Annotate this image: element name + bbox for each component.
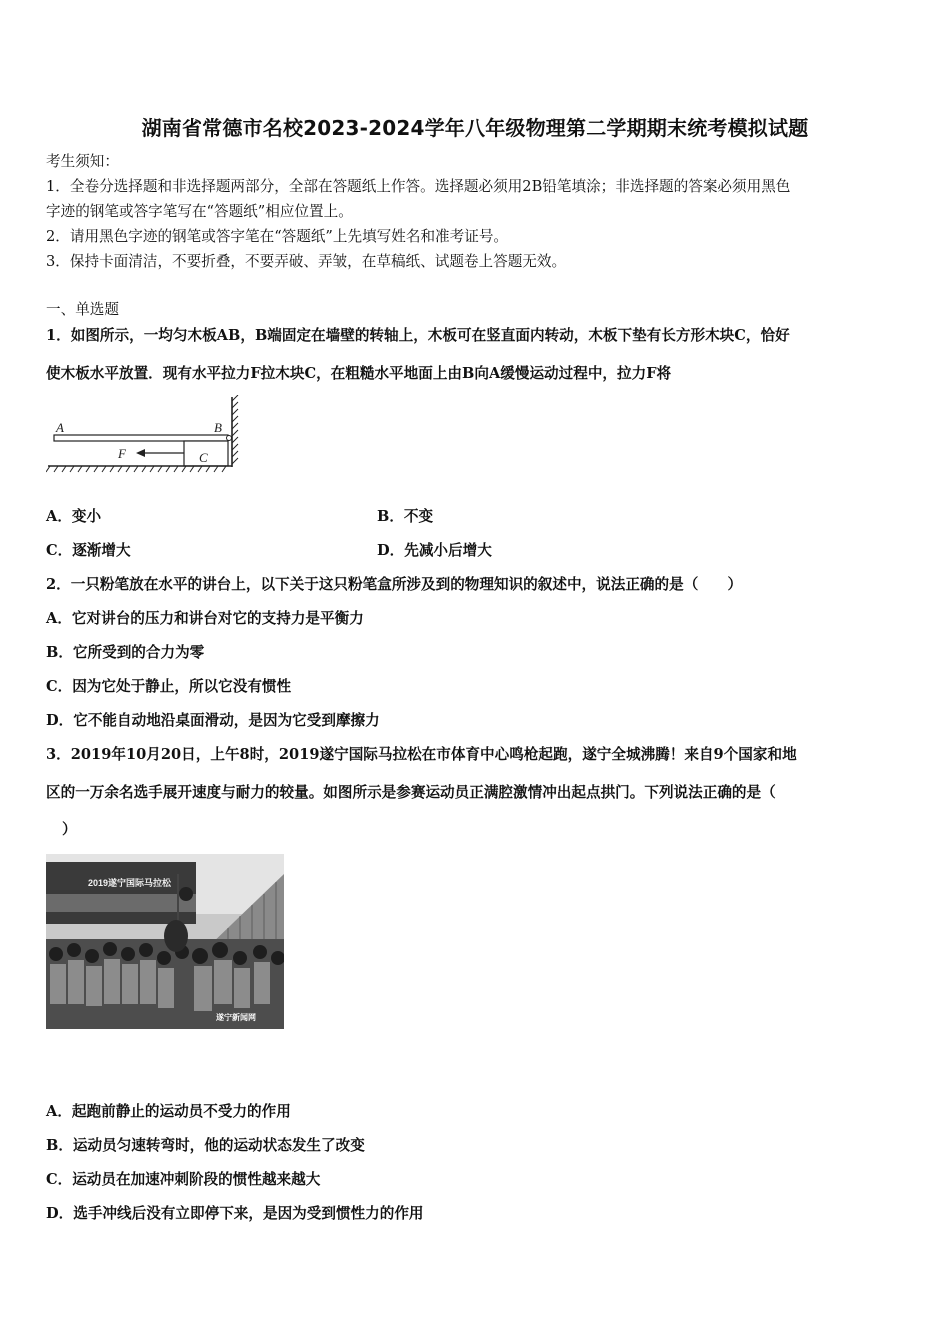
notice-item-3: 3．保持卡面清洁，不要折叠，不要弄破、弄皱，在草稿纸、试题卷上答题无效。 xyxy=(46,253,567,270)
q2-option-b: B．它所受到的合力为零 xyxy=(46,644,205,661)
q1-option-c: C．逐渐增大 xyxy=(46,542,131,559)
q1-stem-line-1: 1．如图所示，一均匀木板AB，B端固定在墙壁的转轴上，木板可在竖直面内转动，木板下垫有长方形木块C，恰好 xyxy=(46,327,790,344)
q3-option-c: C．运动员在加速冲刺阶段的惯性越来越大 xyxy=(46,1171,321,1188)
q2-option-c: C．因为它处于静止，所以它没有惯性 xyxy=(46,678,292,695)
notice-item-1-line-2: 字迹的钢笔或答字笔写在“答题纸”相应位置上。 xyxy=(46,203,353,220)
wall-hatch xyxy=(232,395,238,464)
section-heading: 一、单选题 xyxy=(46,301,119,318)
page-title: 湖南省常德市名校2023-2024学年八年级物理第二学期期末统考模拟试题 xyxy=(141,116,809,140)
q1-stem-line-2: 使木板水平放置．现有水平拉力F拉木块C，在粗糙水平地面上由B向A缓慢运动过程中，拉力F将 xyxy=(46,365,672,382)
notice-item-1-line-1: 1．全卷分选择题和非选择题两部分，全部在答题纸上作答。选择题必须用2B铅笔填涂；非选择题的答案必须用黑色 xyxy=(46,178,791,195)
marathon-photo xyxy=(46,854,284,1029)
q3-stem-line-1: 3．2019年10月20日，上午8时，2019遂宁国际马拉松在市体育中心鸣枪起跑，遂宁全城沸腾！来自9个国家和地 xyxy=(46,746,797,763)
q3-option-a: A．起跑前静止的运动员不受力的作用 xyxy=(46,1103,291,1120)
q1-option-d: D．先减小后增大 xyxy=(377,542,492,559)
q1-option-a: A．变小 xyxy=(46,508,102,525)
board-ab xyxy=(54,435,228,441)
q2-stem: 2．一只粉笔放在水平的讲台上，以下关于这只粉笔盒所涉及到的物理知识的叙述中，说法正确的是（ ） xyxy=(46,576,743,593)
force-arrow-head xyxy=(136,449,145,457)
q1-lever-diagram xyxy=(46,395,241,475)
label-f: F xyxy=(118,446,126,461)
ground-hatch xyxy=(46,466,226,472)
q3-stem-line-3: ） xyxy=(62,821,77,838)
q2-option-d: D．它不能自动地沿桌面滑动，是因为它受到摩擦力 xyxy=(46,712,380,729)
q2-option-a: A．它对讲台的压力和讲台对它的支持力是平衡力 xyxy=(46,610,364,627)
q1-option-b: B．不变 xyxy=(377,508,434,525)
q3-stem-line-2: 区的一万余名选手展开速度与耐力的较量。如图所示是参赛运动员正满腔激情冲出起点拱门。下列说法正确的是（ xyxy=(46,784,776,801)
photo-watermark: 遂宁新闻网 xyxy=(216,1013,256,1022)
notice-heading: 考生须知： xyxy=(46,153,119,170)
q3-option-d: D．选手冲线后没有立即停下来，是因为受到惯性力的作用 xyxy=(46,1205,424,1222)
photo-banner-text: 2019遂宁国际马拉松 xyxy=(88,878,172,888)
q3-option-b: B．运动员匀速转弯时，他的运动状态发生了改变 xyxy=(46,1137,365,1154)
label-a: A xyxy=(56,420,64,435)
notice-item-2: 2．请用黑色字迹的钢笔或答字笔在“答题纸”上先填写姓名和准考证号。 xyxy=(46,228,509,245)
pivot-b xyxy=(227,436,232,441)
marathon-photo-graphic xyxy=(46,854,284,1029)
label-c: C xyxy=(199,450,208,465)
label-b: B xyxy=(214,420,222,435)
